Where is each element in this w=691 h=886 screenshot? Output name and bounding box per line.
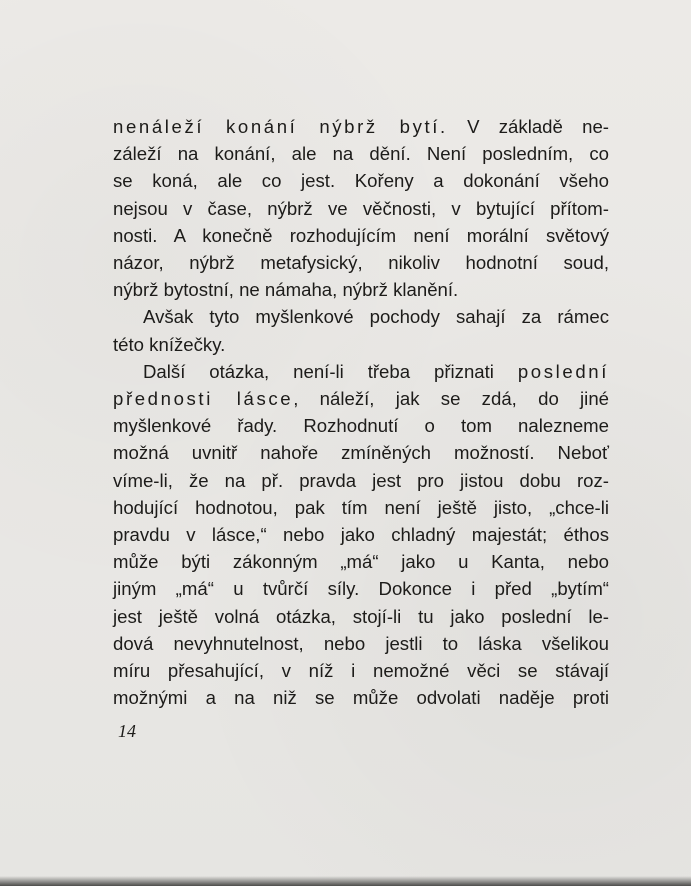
spaced-text: nenáleží konání nýbrž bytí. — [113, 116, 448, 137]
text-line — [113, 331, 609, 358]
text-line — [113, 412, 609, 439]
line-text: pravdu v lásce,“ nebo jako chladný majestát; éthos — [113, 524, 609, 546]
text-line — [113, 657, 609, 684]
line-text: se koná, ale co jest. Kořeny a dokonání všeho — [113, 170, 609, 192]
text-line — [113, 167, 609, 194]
line-text: dová nevyhnutelnost, nebo jestli to láska všelikou — [113, 632, 609, 654]
line-text: nejsou v čase, nýbrž ve věčnosti, v bytující přítom- — [113, 197, 609, 219]
text-line — [113, 467, 609, 494]
paragraph-1 — [113, 113, 609, 303]
line-text: myšlenkové řady. Rozhodnutí o tom nalezneme — [113, 415, 609, 437]
text-line — [113, 303, 609, 330]
text-line — [113, 548, 609, 575]
line-text: této knížečky. — [113, 333, 226, 355]
text-line — [113, 575, 609, 602]
spaced-text: poslední — [517, 360, 609, 382]
text-line — [113, 358, 609, 385]
line-text: názor, nýbrž metafysický, nikoliv hodnotní soud, — [113, 252, 609, 274]
spaced-text: přednosti lásce — [113, 388, 294, 410]
text-line — [113, 140, 609, 167]
line-text: jest ještě volná otázka, stojí-li tu jako poslední le- — [113, 605, 609, 627]
line-text: může býti zákonným „má“ jako u Kanta, nebo — [113, 551, 609, 573]
paragraph-3 — [113, 358, 609, 712]
line-text: , náleží, jak se zdá, do jiné — [293, 388, 609, 410]
line-text: možnými a na niž se může odvolati naděje proti — [113, 687, 609, 709]
text-line — [113, 249, 609, 276]
line-text: V základě ne- — [447, 116, 609, 137]
line-text: míru přesahující, v níž i nemožné věci se stávají — [113, 660, 609, 682]
line-text: nýbrž bytostní, ne námaha, nýbrž klanění. — [113, 279, 459, 301]
line-text: hodující hodnotou, pak tím není ještě jisto, „chce-li — [113, 496, 609, 518]
text-line — [113, 603, 609, 630]
text-line — [113, 385, 609, 412]
text-line — [113, 195, 609, 222]
line-text: záleží na konání, ale na dění. Není posledním, co — [113, 143, 609, 165]
line-text: nosti. A konečně rozhodujícím není morální světový — [113, 224, 609, 246]
text-line — [113, 276, 609, 303]
line-text: jiným „má“ u tvůrčí síly. Dokonce i před „bytím“ — [113, 578, 609, 600]
text-line — [113, 222, 609, 249]
line-text: možná uvnitř nahoře zmíněných možností. Neboť — [113, 442, 609, 464]
page-number: 14 — [118, 721, 136, 741]
line-text: Avšak tyto myšlenkové pochody sahají za rámec — [143, 306, 609, 328]
line-text: Další otázka, není-li třeba přiznati — [143, 360, 518, 382]
paragraph-2 — [113, 303, 609, 357]
text-line — [113, 521, 609, 548]
text-line — [113, 494, 609, 521]
text-line — [113, 439, 609, 466]
text-line — [113, 113, 609, 140]
line-text: víme-li, že na př. pravda jest pro jistou dobu roz- — [113, 469, 609, 491]
body-text — [113, 113, 609, 711]
text-line — [113, 630, 609, 657]
text-line — [113, 684, 609, 711]
